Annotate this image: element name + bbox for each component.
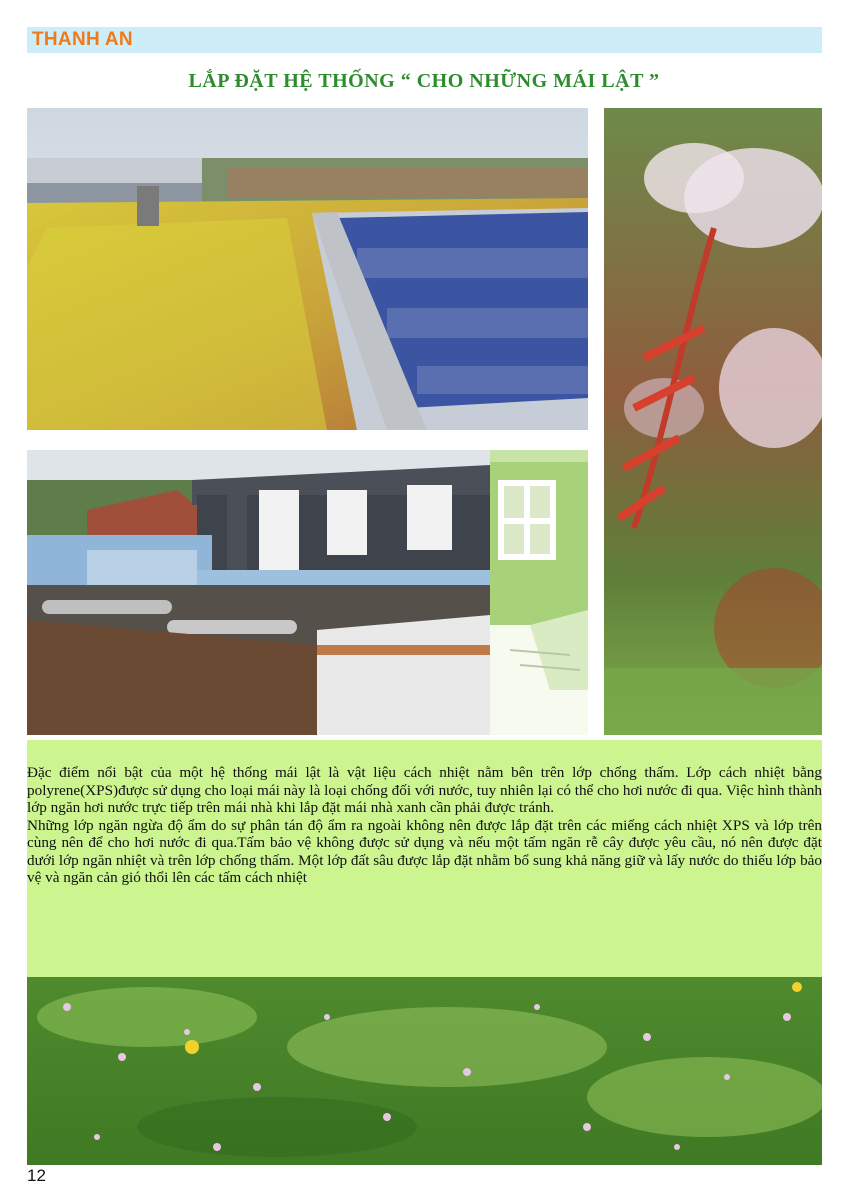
roof-installation-photo: [27, 450, 490, 735]
header-bar: [27, 27, 822, 53]
description-text: [27, 764, 822, 887]
description-box: [27, 740, 822, 977]
paragraph-2: Những lớp ngăn ngừa độ ẩm do sự phân tán độ ẩm ra ngoài không nên được lắp đặt trên các miếng cách nhiệt XPS và lớp trên cùng nên để cho hơi nước đi qua.Tấm bảo vệ không được sử dụng và nếu một tấm ngăn rễ cây được yêu cầu, nó nên được đặt dưới lớp ngăn nhiệt và trên lớp chống thấm. Một lớp đất sâu được lắp đặt nhằm bổ sung khả năng giữ và lấy nước do thiếu lớp bảo vệ và ngăn cản gió thổi lên các tấm cách nhiệt: [27, 816, 822, 886]
page-title: LẮP ĐẶT HỆ THỐNG “ CHO NHỮNG MÁI LẬT ”: [188, 70, 660, 92]
page-number: 12: [27, 1166, 46, 1185]
paragraph-1: Đặc điểm nổi bật của một hệ thống mái lật là vật liệu cách nhiệt nằm bên trên lớp chống thấm. Lớp cách nhiệt bằng polyrene(XPS)được sử dụng cho loại mái này là loại chống đối với nước, tuy nhiên lại có thể cho hơi nước đi qua. Việc hình thành lớp ngăn hơi nước trực tiếp trên mái nhà khi lắp đặt mái nhà xanh cần phải được tránh.: [27, 764, 822, 816]
flower-closeup-photo: [604, 108, 822, 735]
window-sketch-panel: [490, 450, 588, 735]
grass-flowers-photo: [27, 977, 822, 1165]
brand-name: THANH AN: [32, 29, 133, 50]
green-roof-photo: [27, 108, 588, 430]
